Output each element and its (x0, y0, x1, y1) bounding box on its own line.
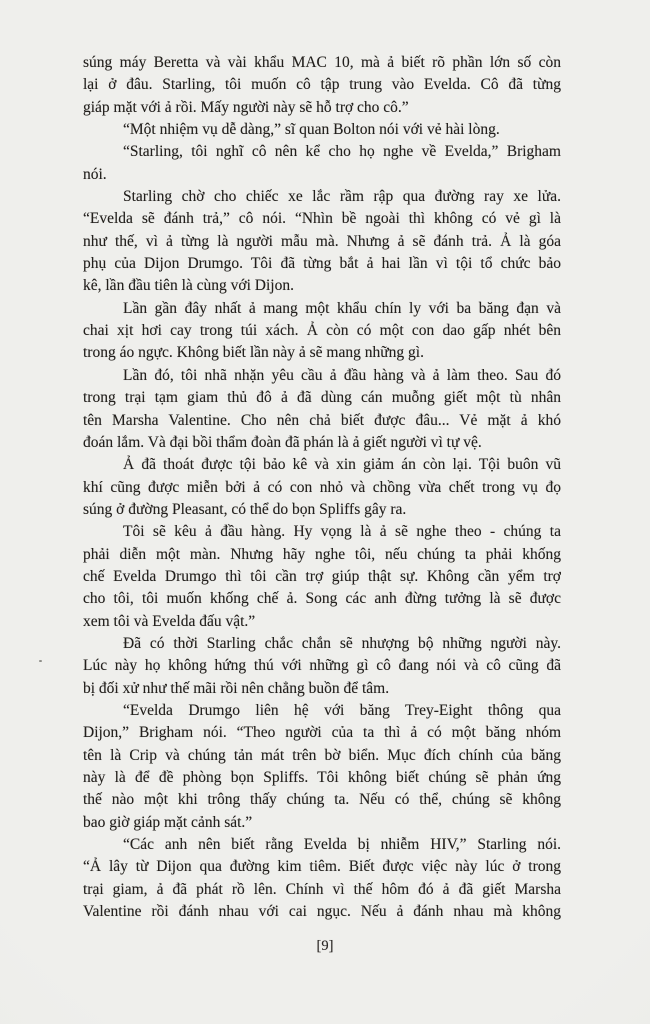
text-line: khí cũng được miễn bởi ả có con nhỏ và chồng vừa chết trong vụ đọ (83, 478, 561, 496)
text-line: kê, lần đầu tiên là cùng với Dijon. (83, 277, 294, 295)
text-line: phải diễn một màn. Nhưng hãy nghe tôi, nếu chúng ta phải khống (83, 545, 561, 563)
text-line: súng máy Beretta và vài khẩu MAC 10, mà ả biết rõ phần lớn số còn (83, 54, 561, 71)
body-text (83, 52, 561, 923)
text-line: thế nào một khi trông thấy chúng ta. Nếu có thể, chúng sẽ không (83, 791, 561, 809)
text-line: Starling chờ cho chiếc xe lắc rầm rập qua đường ray xe lửa. (123, 188, 561, 206)
text-line: “Một nhiệm vụ dễ dàng,” sĩ quan Bolton nói với vẻ hài lòng. (123, 121, 500, 139)
text-line: “Evelda Drumgo liên hệ với băng Trey-Eight thông qua (123, 701, 561, 719)
text-line: Lần gần đây nhất ả mang một khẩu chín ly với ba băng đạn và (123, 299, 561, 317)
text-line: trong trại tạm giam thủ đô ả đã dùng cán muỗng giết một tù nhân (83, 389, 561, 407)
text-line: tên là Crip và chúng tản mát trên bờ biển. Mục đích chính của băng (83, 746, 561, 764)
text-line: “Các anh nên biết rằng Evelda bị nhiễm HIV,” Starling nói. (123, 836, 561, 854)
text-line: giáp mặt với ả rồi. Mấy người này sẽ hỗ trợ cho cô.” (83, 98, 409, 116)
text-line: nói. (83, 165, 107, 183)
text-line: Valentine rồi đánh nhau với cai ngục. Nếu ả đánh nhau mà không (83, 903, 561, 921)
text-line: Lúc này họ không hứng thú với những gì cô đang nói và cô cũng đã (83, 657, 561, 675)
text-line: cho tôi, tôi muốn khống chế ả. Song các anh đừng tưởng là sẽ được (83, 590, 561, 608)
text-line: đoán lắm. Và đại bồi thẩm đoàn đã phán là ả giết người vì tự vệ. (83, 433, 482, 451)
text-line: Ả đã thoát được tội bảo kê và xin giảm án còn lại. Tội buôn vũ (123, 456, 561, 474)
text-line: như thế, vì ả từng là người mẫu mà. Nhưng ả sẽ đánh trả. Ả là góa (83, 232, 561, 250)
text-line: Tôi sẽ kêu ả đầu hàng. Hy vọng là ả sẽ nghe theo - chúng ta (123, 523, 561, 541)
text-line: chai xịt hơi cay trong túi xách. Ả còn có một con dao gấp nhét bên (83, 322, 561, 340)
text-line: Lần đó, tôi nhã nhặn yêu cầu ả đầu hàng và ả làm theo. Sau đó (123, 366, 561, 384)
text-line: “Starling, tôi nghĩ cô nên kể cho họ nghe về Evelda,” Brigham (123, 143, 561, 161)
scan-speck (39, 660, 42, 662)
text-line: Đã có thời Starling chắc chắn sẽ nhượng bộ những người này. (123, 634, 561, 652)
text-line: bị đối xử như thế mãi rồi nên chẳng buồn để tâm. (83, 679, 390, 697)
page-number: [9] (316, 938, 334, 954)
text-line: “Ả lây từ Dijon qua đường kim tiêm. Biết được việc này lúc ở trong (83, 858, 561, 876)
text-line: súng ở đường Pleasant, có thể do bọn Spliffs gây ra. (83, 500, 407, 518)
text-line: này là để đề phòng bọn Spliffs. Tôi không biết chúng sẽ phản ứng (83, 769, 561, 786)
text-line: xem tôi và Evelda đấu vật.” (83, 612, 256, 630)
text-line: trại giam, ả đã phát rồ lên. Chính vì thế hôm đó ả đã giết Marsha (83, 880, 561, 898)
text-line: lại ở đâu. Starling, tôi muốn cô tập trung vào Evelda. Cô đã từng (83, 76, 561, 94)
text-line: phụ của Dijon Drumgo. Tôi đã từng bắt ả hai lần vì tội tổ chức bảo (83, 255, 561, 273)
text-line: tên Marsha Valentine. Cho nên chả biết được đâu... Vẻ mặt ả khó (83, 411, 561, 429)
text-line: Dijon,” Brigham nói. “Theo người của ta thì ả có một băng nhóm (83, 724, 561, 742)
text-line: trong áo ngực. Không biết lần này ả sẽ mang những gì. (83, 344, 424, 362)
text-line: chế Evelda Drumgo thì tôi cần trợ giúp thật sự. Không cần yểm trợ (83, 567, 561, 585)
text-line: bao giờ giáp mặt cảnh sát.” (83, 813, 253, 831)
text-line: “Evelda sẽ đánh trả,” cô nói. “Nhìn bề ngoài thì không có vẻ gì là (83, 210, 561, 228)
